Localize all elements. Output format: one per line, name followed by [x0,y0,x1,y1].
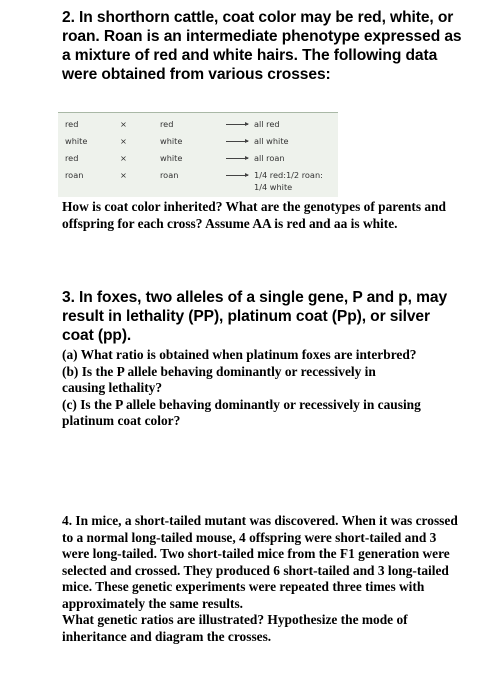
row2-parent2: white [160,136,183,146]
q4-block [62,513,460,645]
q3-parts [62,347,422,430]
row4-offspring-cont: 1/4 white [254,182,293,192]
q3-part-a: (a) What ratio is obtained when platinum foxes are interbred? [62,347,417,362]
q2-heading: 2. In shorthorn cattle, coat color may be red, white, or roan. Roan is an intermediate phenotype expressed as a mixture of red and white hairs. The following data were obtained from various crosses: [62,9,462,83]
row2-arrow-icon [226,141,248,142]
row3-cross-symbol: × [120,153,127,163]
row4-parent1: roan [65,170,84,180]
row1-parent1: red [65,119,79,129]
row4-parent2: roan [160,170,179,180]
q3-part-b: (b) Is the P allele behaving dominantly or recessively in causing lethality? [62,363,376,395]
row2-parent1: white [65,136,88,146]
q3-part-c: (c) Is the P allele behaving dominantly or recessively in causing platinum coat color? [62,396,421,428]
row1-parent2: red [160,119,174,129]
row4-arrow-icon [226,175,248,176]
q2-question: How is coat color inherited? What are the genotypes of parents and offspring for each cross? Assume AA is red and aa is white. [62,199,446,231]
row3-parent2: white [160,153,183,163]
q3-heading: 3. In foxes, two alleles of a single gene, P and p, may result in lethality (PP), platinum coat (Pp), or silver coat (pp). [62,289,448,344]
row2-offspring: all white [254,136,289,146]
row2-cross-symbol: × [120,136,127,146]
row3-offspring: all roan [254,153,285,163]
q4-question: What genetic ratios are illustrated? Hypothesize the mode of inheritance and diagram the crosses. [62,612,408,644]
row3-parent1: red [65,153,79,163]
row1-arrow-icon [226,124,248,125]
row4-cross-symbol: × [120,170,127,180]
q4-body: 4. In mice, a short-tailed mutant was discovered. When it was crossed to a normal long-tailed mouse, 4 offspring were short-tailed and 3 were long-tailed. Two short-tailed mice from the F1 generation were selected and crossed. They produced 6 short-tailed and 3 long-tailed mice. These genetic experiments were repeated three times with approximately the same results. [62,513,458,611]
row4-offspring: 1/4 red:1/2 roan: [254,170,323,180]
row1-offspring: all red [254,119,280,129]
row3-arrow-icon [226,158,248,159]
row1-cross-symbol: × [120,119,127,129]
cross-table [58,112,338,197]
